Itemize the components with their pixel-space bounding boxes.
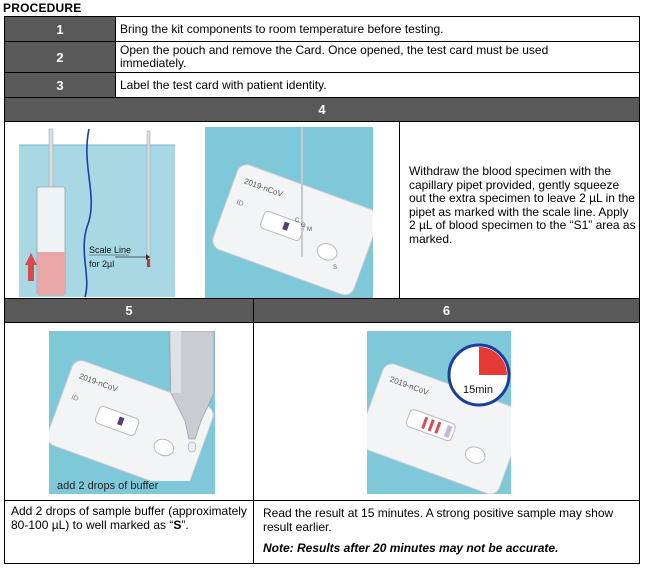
- card-mark-m: M: [307, 227, 312, 233]
- card-id-label-5: ID: [70, 394, 80, 404]
- step-6-text: Read the result at 15 minutes. A strong positive sample may show result earlier.: [263, 506, 614, 534]
- card-mark-s: S: [333, 265, 338, 271]
- card-mark-c: C: [295, 218, 300, 224]
- step-5-text: Add 2 drops of sample buffer (approximately 80-100 µL) to well marked as “S”.: [11, 504, 247, 532]
- buffer-drop-illustration: [49, 331, 215, 494]
- procedure-heading: PROCEDURE: [3, 1, 82, 15]
- step-number-5: 5: [5, 299, 253, 322]
- pipet-illustration: [19, 127, 175, 297]
- card-brand-label-6: 2019-nCoV: [388, 374, 430, 398]
- step-6-note: Note: Results after 20 minutes may not be accurate.: [263, 541, 559, 555]
- procedure-table: [4, 16, 640, 564]
- step-row-3: [5, 73, 639, 97]
- step-row-2: [5, 42, 639, 72]
- buffer-caption: add 2 drops of buffer: [57, 480, 159, 492]
- step-number-6: 6: [254, 299, 639, 322]
- card-brand-label-5: 2019-nCoV: [77, 371, 119, 394]
- step-number-4: 4: [5, 98, 639, 121]
- card-mark-g: G: [301, 223, 306, 229]
- card-brand-label: 2019-nCoV: [242, 176, 284, 199]
- step-row-1: [5, 17, 639, 41]
- step-text-2: Open the pouch and remove the Card. Once opened, the test card must be used immediately.: [120, 43, 549, 70]
- scale-line-label: Scale Line: [89, 245, 132, 255]
- step-number-2: 2: [5, 42, 115, 72]
- timer-card-illustration: [367, 331, 511, 494]
- step-number-1: 1: [5, 17, 115, 41]
- step-number-3: 3: [5, 73, 115, 97]
- scale-volume-label: for 2µl: [89, 259, 115, 269]
- specimen-card-illustration: [205, 127, 373, 300]
- step-text-3: Label the test card with patient identity.: [120, 77, 327, 92]
- card-id-label: ID: [235, 199, 245, 209]
- step-5-bold-s: S: [173, 517, 182, 532]
- step-text-1: Bring the kit components to room temperature before testing.: [120, 21, 444, 36]
- timer-label: 15min: [463, 384, 493, 396]
- step-4-text: Withdraw the blood specimen with the capillary pipet provided, gently squeeze out the extra specimen to leave 2 µL in the pipet as marked with the scale line. Apply 2 µL of blood specimen to the “S1” area as marked.: [409, 164, 636, 246]
